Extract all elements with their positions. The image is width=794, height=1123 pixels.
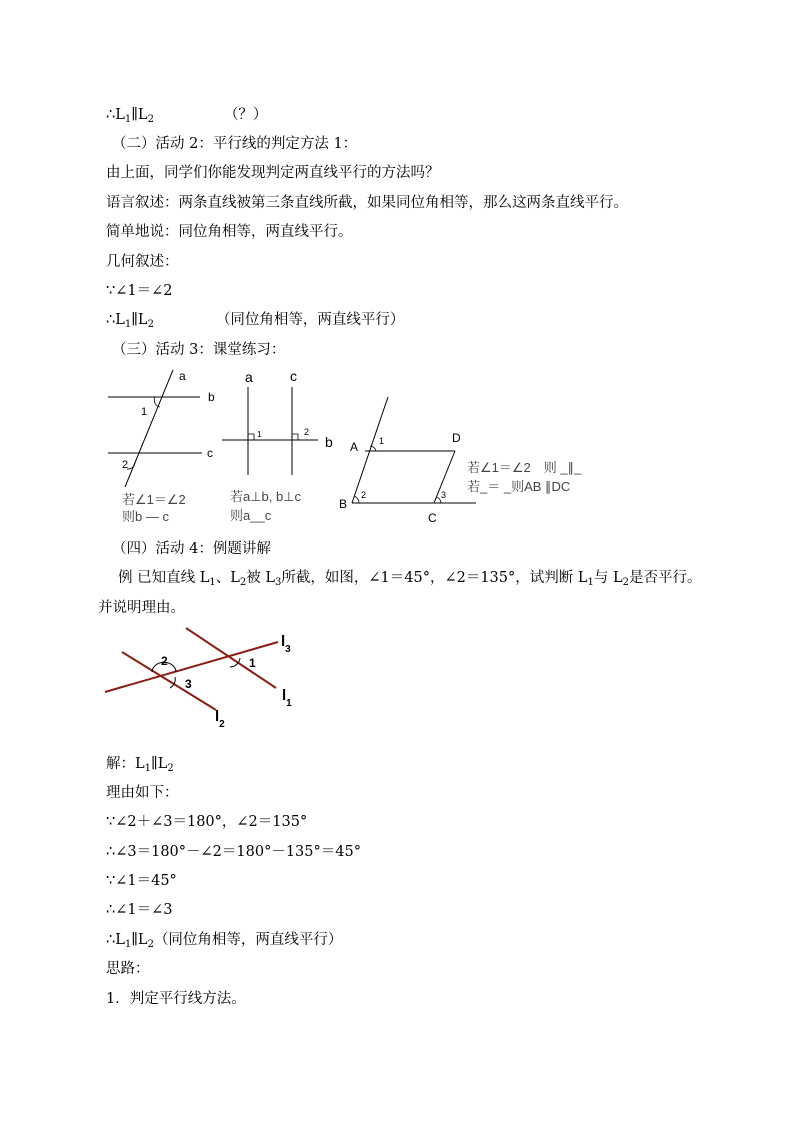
vertex-C: C	[428, 511, 437, 525]
section-heading-activity-4: （四）活动 4：例题讲解	[112, 541, 271, 557]
language-statement: 语言叙述：两条直线被第三条直线所截，如果同位角相等，那么这两条直线平行。	[106, 195, 628, 211]
angle-2-label: 2	[161, 654, 168, 668]
angle-1-label: 1	[379, 436, 385, 446]
example-figure	[100, 620, 310, 735]
thinking-point-1: 1．判定平行线方法。	[106, 991, 246, 1007]
conclusion-line: $\therefore L_1\parallel L_2$ （？）	[106, 107, 268, 125]
therefore-line: $\therefore L_1\parallel L_2$ （同位角相等，两直线平行）	[106, 312, 405, 330]
angle-2-label: 2	[361, 490, 367, 500]
proof-step-1: ∵∠2＋∠3＝180°，∠2＝135°	[106, 814, 308, 830]
reason-heading: 理由如下：	[106, 785, 179, 801]
label-b: b	[325, 434, 333, 450]
section-heading-activity-3: （三）活动 3：课堂练习：	[112, 342, 286, 358]
simple-statement: 简单地说：同位角相等，两直线平行。	[106, 224, 353, 240]
figure-2-condition: 若a⊥b, b⊥c	[230, 489, 302, 504]
figure-1	[108, 369, 215, 524]
angle-1-label: 1	[141, 406, 148, 418]
vertex-A: A	[350, 440, 359, 454]
section-heading-activity-2: （二）活动 2：平行线的判定方法 1：	[112, 136, 358, 152]
example-statement: 例 已知直线 $L_1$、$L_2$被 $L_3$所截，如图，∠1＝45°，∠2＝135°，试判断 $L_1$与 $L_2$是否平行。	[118, 570, 702, 588]
proof-conclusion: $\therefore L_1\parallel L_2$（同位角相等，两直线平行）	[106, 932, 343, 950]
proof-step-3: ∵∠1＝45°	[106, 873, 177, 889]
solution-line: 解：$L_1\parallel L_2$	[106, 756, 174, 774]
because-line: ∵∠1＝∠2	[106, 283, 173, 299]
label-c: c	[207, 446, 213, 460]
line-l2-label: $l_2$	[215, 708, 225, 730]
line-l3-label: $l_3$	[281, 633, 291, 655]
label-b: b	[208, 390, 215, 404]
figure-1-condition: 若∠1＝∠2	[122, 492, 186, 507]
example-instruction: 并说明理由。	[98, 600, 185, 616]
angle-3-label: 3	[441, 490, 447, 500]
label-c: c	[290, 368, 297, 384]
angle-2-label: 2	[122, 459, 129, 471]
figure-2	[222, 368, 333, 523]
angle-2-label: 2	[304, 427, 310, 437]
thinking-heading: 思路：	[106, 961, 150, 977]
vertex-D: D	[452, 431, 461, 445]
label-a: a	[179, 369, 186, 383]
proof-step-4: ∴∠1＝∠3	[106, 902, 173, 918]
figure-3-condition: 若∠1＝∠2 则 _∥_	[467, 460, 582, 475]
line-l1-label: $l_1$	[282, 687, 292, 709]
figure-2-question: 则a__c	[230, 508, 272, 523]
figure-3-question: 若_＝ _则AB ∥DC	[467, 479, 571, 494]
angle-1-label: 1	[249, 656, 256, 670]
figure-1-question: 则b — c	[122, 509, 169, 524]
question-line: 由上面，同学们你能发现判定两直线平行的方法吗？	[106, 165, 440, 181]
angle-1-label: 1	[257, 430, 262, 439]
label-a: a	[245, 369, 253, 385]
angle-3-label: 3	[185, 677, 192, 691]
proof-step-2: ∴∠3＝180°－∠2＝180°－135°＝45°	[106, 844, 361, 860]
geometry-statement-label: 几何叙述：	[106, 254, 179, 270]
practice-figures	[100, 365, 640, 530]
figure-3	[339, 397, 582, 525]
vertex-B: B	[339, 497, 348, 511]
